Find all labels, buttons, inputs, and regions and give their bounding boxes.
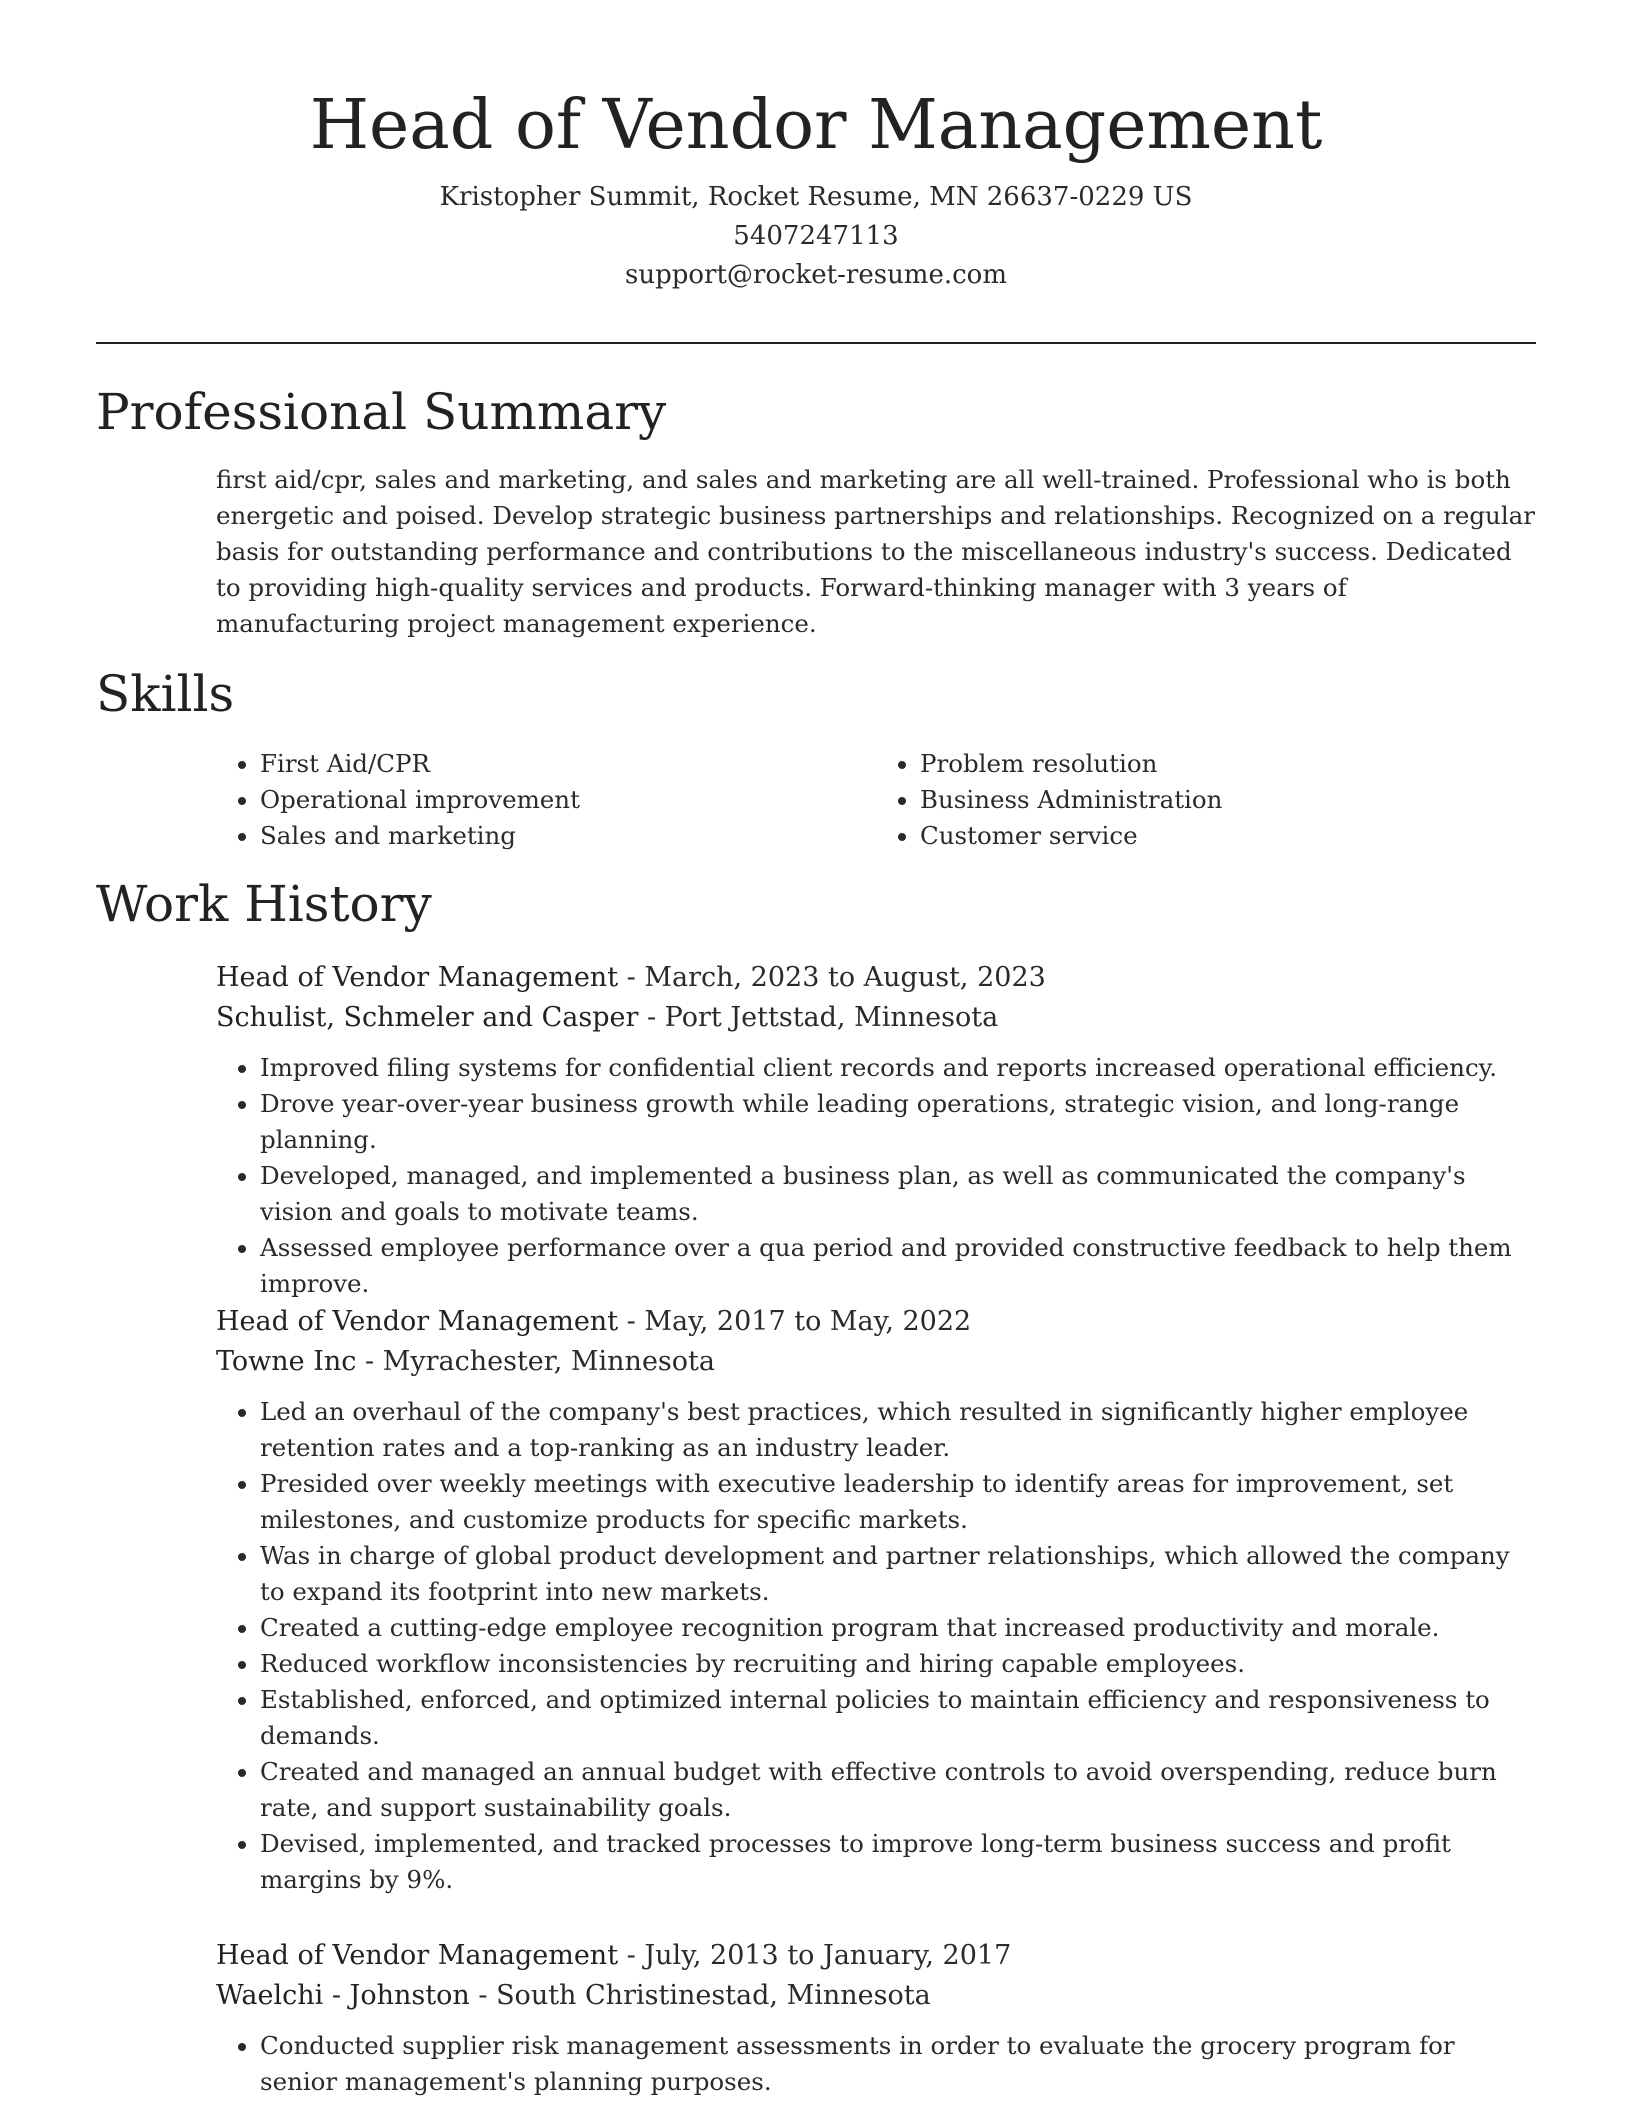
job-location: Myrachester, Minnesota — [382, 1346, 715, 1377]
job-separator: - — [618, 1940, 645, 1971]
job-bullet: • Conducted supplier risk management assessments in order to evaluate the grocery program for senior management's planning purposes. — [260, 2028, 1536, 2100]
job-company-line — [216, 1976, 1536, 2016]
job-title: Head of Vendor Management — [216, 1306, 619, 1337]
resume-title: Head of Vendor Management — [309, 86, 1323, 165]
job-separator: - — [618, 962, 645, 993]
job-bullet: • Devised, implemented, and tracked processes to improve long-term business success and profit margins by 9%. — [260, 1826, 1536, 1898]
skill-item: • Customer service — [920, 818, 1536, 854]
job-bullets — [216, 1050, 1536, 1302]
job-title: Head of Vendor Management — [216, 1940, 619, 1971]
job-title-line — [216, 958, 1536, 998]
skill-item: • Business Administration — [920, 782, 1536, 818]
job-dates: May, 2017 to May, 2022 — [644, 1306, 972, 1337]
job-entry — [216, 958, 1536, 1302]
job-bullet: • Was in charge of global product development and partner relationships, which allowed the company to expand its footprint into new markets. — [260, 1538, 1536, 1610]
job-entry — [216, 1936, 1536, 2100]
job-bullet: • Established, enforced, and optimized internal policies to maintain efficiency and responsiveness to demands. — [260, 1682, 1536, 1754]
skill-item: • First Aid/CPR — [260, 746, 876, 782]
resume-header — [96, 84, 1536, 295]
skill-item: • Sales and marketing — [260, 818, 876, 854]
job-separator: - — [618, 1306, 645, 1337]
work-history-heading: Work History — [96, 875, 432, 933]
skills-grid — [216, 746, 1536, 854]
job-title: Head of Vendor Management — [216, 962, 619, 993]
job-bullets — [216, 2028, 1536, 2100]
job-dates: July, 2013 to January, 2017 — [644, 1940, 1012, 1971]
contact-address: Kristopher Summit, Rocket Resume, MN 26637-0229 US — [439, 182, 1193, 212]
job-bullet: • Created a cutting-edge employee recognition program that increased productivity and morale. — [260, 1610, 1536, 1646]
header-divider — [96, 342, 1536, 344]
skills-list-right — [876, 746, 1536, 854]
job-company-line — [216, 1342, 1536, 1382]
job-company: Towne Inc — [216, 1346, 357, 1377]
job-entry — [216, 1302, 1536, 1898]
job-company: Schulist, Schmeler and Casper — [216, 1002, 639, 1033]
contact-block — [96, 178, 1536, 295]
job-bullet: • Assessed employee performance over a qua period and provided constructive feedback to help them improve. — [260, 1230, 1536, 1302]
job-title-line — [216, 1302, 1536, 1342]
contact-phone: 5407247113 — [733, 221, 899, 251]
job-location: Port Jettstad, Minnesota — [664, 1002, 999, 1033]
job-bullet: • Improved filing systems for confidential client records and reports increased operational efficiency. — [260, 1050, 1536, 1086]
job-bullet: • Created and managed an annual budget with effective controls to avoid overspending, reduce burn rate, and support sustainability goals. — [260, 1754, 1536, 1826]
job-dates: March, 2023 to August, 2023 — [644, 962, 1046, 993]
job-title-line — [216, 1936, 1536, 1976]
job-location: South Christinestad, Minnesota — [496, 1980, 931, 2011]
job-company-line — [216, 998, 1536, 1038]
job-separator: - — [469, 1980, 497, 2011]
job-bullet: • Reduced workflow inconsistencies by recruiting and hiring capable employees. — [260, 1646, 1536, 1682]
summary-heading: Professional Summary — [96, 383, 667, 441]
job-bullet: • Led an overhaul of the company's best practices, which resulted in significantly higher employee retention rates and a top-ranking as an industry leader. — [260, 1394, 1536, 1466]
summary-text: first aid/cpr, sales and marketing, and sales and marketing are all well-trained. Professional who is both energetic and poised. Develop strategic business partnerships and relationships. Recognized on a regular basis for outstanding performance and contributions to the miscellaneous industry's success. Dedicated to providing high-quality services and products. Forward-thinking manager with 3 years of manufacturing project management experience. — [216, 465, 1535, 638]
skills-list-left — [216, 746, 876, 854]
job-company: Waelchi - Johnston — [216, 1980, 470, 2011]
job-separator: - — [356, 1346, 383, 1377]
job-separator: - — [638, 1002, 665, 1033]
skills-heading: Skills — [96, 665, 235, 723]
job-bullet: • Drove year-over-year business growth while leading operations, strategic vision, and long-range planning. — [260, 1086, 1536, 1158]
job-bullet: • Presided over weekly meetings with executive leadership to identify areas for improvement, set milestones, and customize products for specific markets. — [260, 1466, 1536, 1538]
contact-email: support@rocket-resume.com — [624, 260, 1007, 290]
job-bullet: • Developed, managed, and implemented a business plan, as well as communicated the company's vision and goals to motivate teams. — [260, 1158, 1536, 1230]
skill-item: • Problem resolution — [920, 746, 1536, 782]
skill-item: • Operational improvement — [260, 782, 876, 818]
job-bullets — [216, 1394, 1536, 1898]
